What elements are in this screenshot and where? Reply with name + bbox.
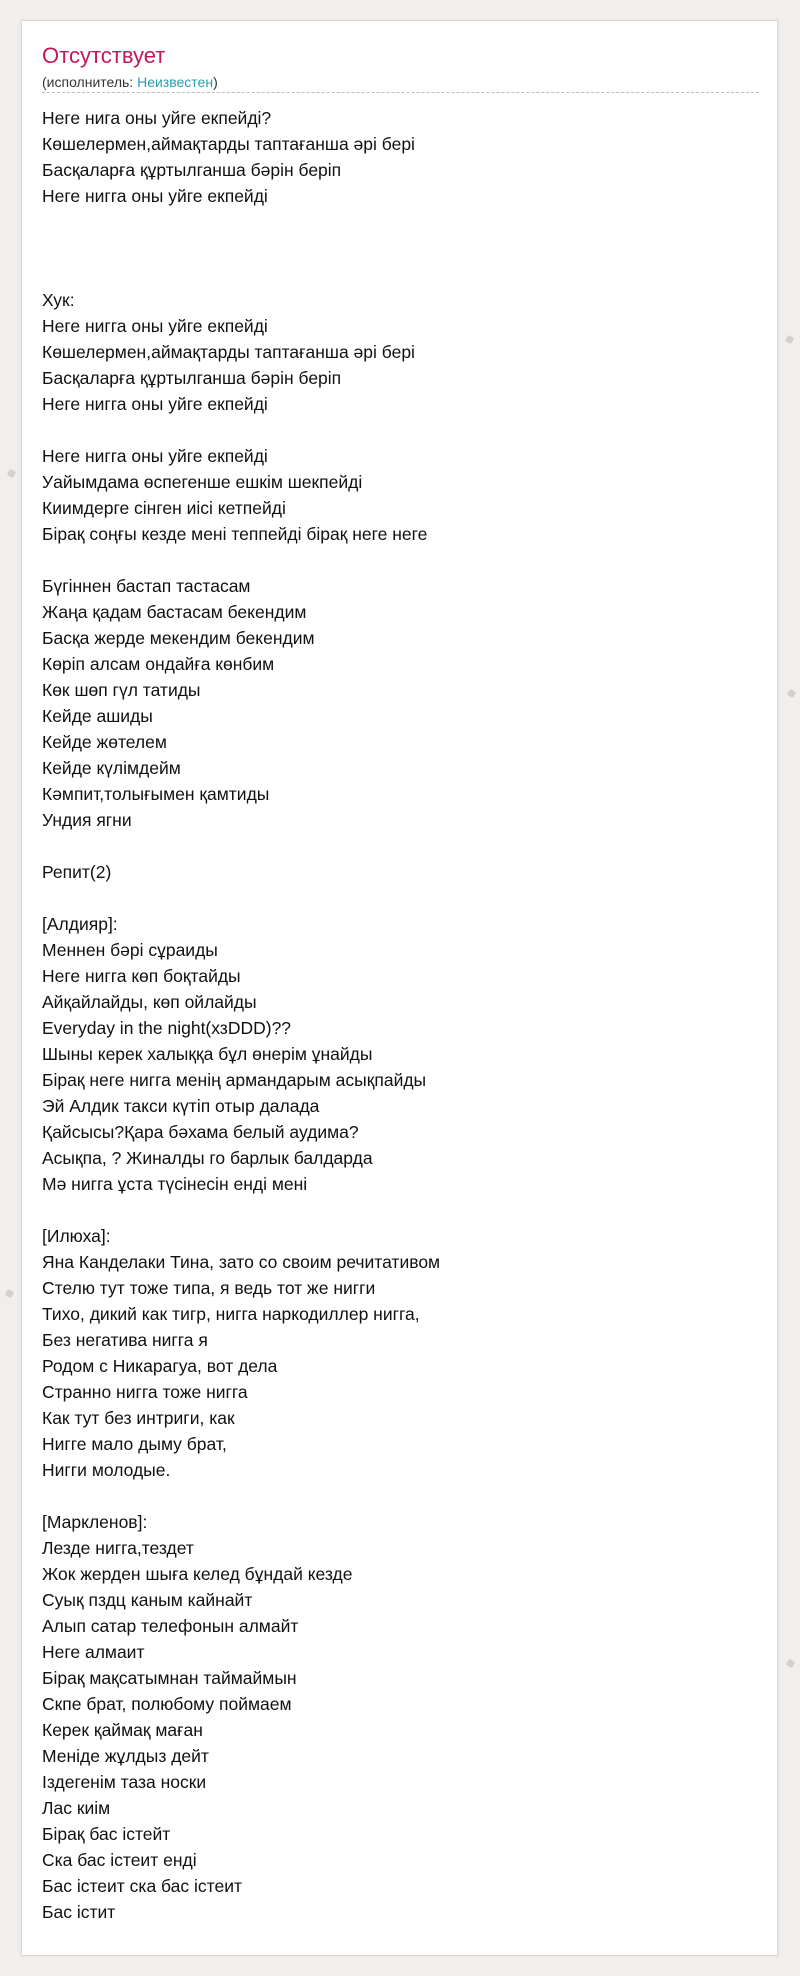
lyric-line: Іздегенім таза носки [42, 1772, 207, 1792]
artist-line [42, 73, 218, 91]
lyric-line: Көріп алсам ондайға көнбим [42, 654, 275, 674]
background-decoration [5, 1289, 15, 1299]
lyric-line: Неге нигга оны уйге екпейді [42, 186, 268, 206]
lyric-line: Қайсысы?Қара бәхама белый аудима? [42, 1122, 359, 1142]
lyric-line: [Алдияр]: [42, 914, 118, 934]
lyric-line: Уайымдама өспегенше ешкім шекпейді [42, 472, 363, 492]
lyric-line: Эй Алдик такси күтіп отыр далада [42, 1096, 320, 1116]
artist-suffix: ) [213, 74, 218, 90]
lyric-line [42, 885, 759, 911]
lyric-line: Неге алмаит [42, 1642, 145, 1662]
lyric-line: Как тут без интриги, как [42, 1408, 235, 1428]
artist-link[interactable]: Неизвестен [137, 74, 214, 90]
lyric-line [42, 417, 759, 443]
lyric-line: Меніде жұлдыз дейт [42, 1746, 209, 1766]
lyric-line: Хук: [42, 290, 75, 310]
lyric-line: [Маркленов]: [42, 1512, 148, 1532]
lyric-line [42, 547, 759, 573]
song-title: Отсутствует [42, 43, 166, 68]
lyric-line: Бірақ бас істейт [42, 1824, 171, 1844]
lyric-line: Тихо, дикий как тигр, нигга наркодиллер нигга, [42, 1304, 420, 1324]
lyric-line: Ска бас істеит енді [42, 1850, 197, 1870]
lyric-line: Неге нигга оны уйге екпейді [42, 446, 268, 466]
lyric-line: Лезде нигга,тездет [42, 1538, 194, 1558]
lyric-line: Яна Канделаки Тина, зато со своим речитативом [42, 1252, 441, 1272]
lyric-line: Басқаларға құртылганша бәрін беріп [42, 368, 342, 388]
lyric-line [42, 261, 759, 287]
lyric-line: Асықпа, ? Жиналды го барлык балдарда [42, 1148, 373, 1168]
lyric-line: Бас істит [42, 1902, 116, 1922]
lyric-line: Лас киім [42, 1798, 111, 1818]
lyrics-text [42, 105, 759, 1925]
background-decoration [785, 335, 795, 345]
lyric-line: Ундия ягни [42, 810, 132, 830]
lyric-line: Кәмпит,толығымен қамтиды [42, 784, 270, 804]
lyric-line: Без негатива нигга я [42, 1330, 208, 1350]
lyric-line: Бірақ неге нигга менің армандарым асықпайды [42, 1070, 427, 1090]
lyric-line: Неге нигга оны уйге екпейді [42, 316, 268, 336]
lyric-line: Странно нигга тоже нигга [42, 1382, 248, 1402]
lyric-line: Неге нигга оны уйге екпейді [42, 394, 268, 414]
lyric-line: Көшелермен,аймақтарды таптағанша әрі бері [42, 134, 415, 154]
lyric-line: Басқаларға құртылганша бәрін беріп [42, 160, 342, 180]
lyric-line: Неге нигга көп боқтайды [42, 966, 241, 986]
lyric-line: Жок жерден шыға келед бұндай кезде [42, 1564, 353, 1584]
lyric-line: Көшелермен,аймақтарды таптағанша әрі бері [42, 342, 415, 362]
lyric-line: Меннен бәрі сұраиды [42, 940, 218, 960]
lyric-line: Скпе брат, полюбому поймаем [42, 1694, 292, 1714]
lyrics-card [21, 20, 778, 1956]
lyric-line: Алып сатар телефонын алмайт [42, 1616, 299, 1636]
lyric-line [42, 235, 759, 261]
lyric-line [42, 209, 759, 235]
lyric-line: Суық пздц каным кайнайт [42, 1590, 253, 1610]
lyric-line: Жаңа қадам бастасам бекендим [42, 602, 307, 622]
lyric-line: Кейде ашиды [42, 706, 153, 726]
lyric-line: Родом с Никарагуа, вот дела [42, 1356, 278, 1376]
lyric-line: Киимдерге сінген иісі кетпейді [42, 498, 286, 518]
lyric-line: Нигги молодые. [42, 1460, 171, 1480]
lyric-line [42, 833, 759, 859]
lyric-line: Неге нига оны уйге екпейді? [42, 108, 272, 128]
lyric-line: Кейде жөтелем [42, 732, 167, 752]
lyric-line: Мә нигга ұста түсінесін енді мені [42, 1174, 308, 1194]
lyric-line: Репит(2) [42, 862, 112, 882]
lyric-line: Басқа жерде мекендим бекендим [42, 628, 315, 648]
lyric-line: Стелю тут тоже типа, я ведь тот же нигги [42, 1278, 376, 1298]
lyric-line: Бүгіннен бастап тастасам [42, 576, 251, 596]
lyric-line: Көк шөп гүл татиды [42, 680, 201, 700]
lyric-line: Айқайлайды, көп ойлайды [42, 992, 257, 1012]
background-decoration [786, 1659, 796, 1669]
background-decoration [7, 469, 17, 479]
title-divider [42, 92, 759, 93]
lyric-line: Нигге мало дыму брат, [42, 1434, 227, 1454]
lyric-line: Керек қаймақ маған [42, 1720, 203, 1740]
lyric-line: Кейде күлімдейм [42, 758, 181, 778]
background-decoration [787, 689, 797, 699]
artist-prefix: (исполнитель: [42, 74, 138, 90]
lyric-line [42, 1197, 759, 1223]
lyric-line: Бас істеит ска бас істеит [42, 1876, 243, 1896]
lyric-line: [Илюха]: [42, 1226, 111, 1246]
lyric-line: Everyday in the night(хзDDD)?? [42, 1018, 292, 1038]
lyric-line: Шыны керек халыққа бұл өнерім ұнайды [42, 1044, 373, 1064]
lyric-line: Бірақ мақсатымнан таймаймын [42, 1668, 297, 1688]
lyric-line [42, 1483, 759, 1509]
lyric-line: Бірақ соңғы кезде мені теппейді бірақ неге неге [42, 524, 428, 544]
